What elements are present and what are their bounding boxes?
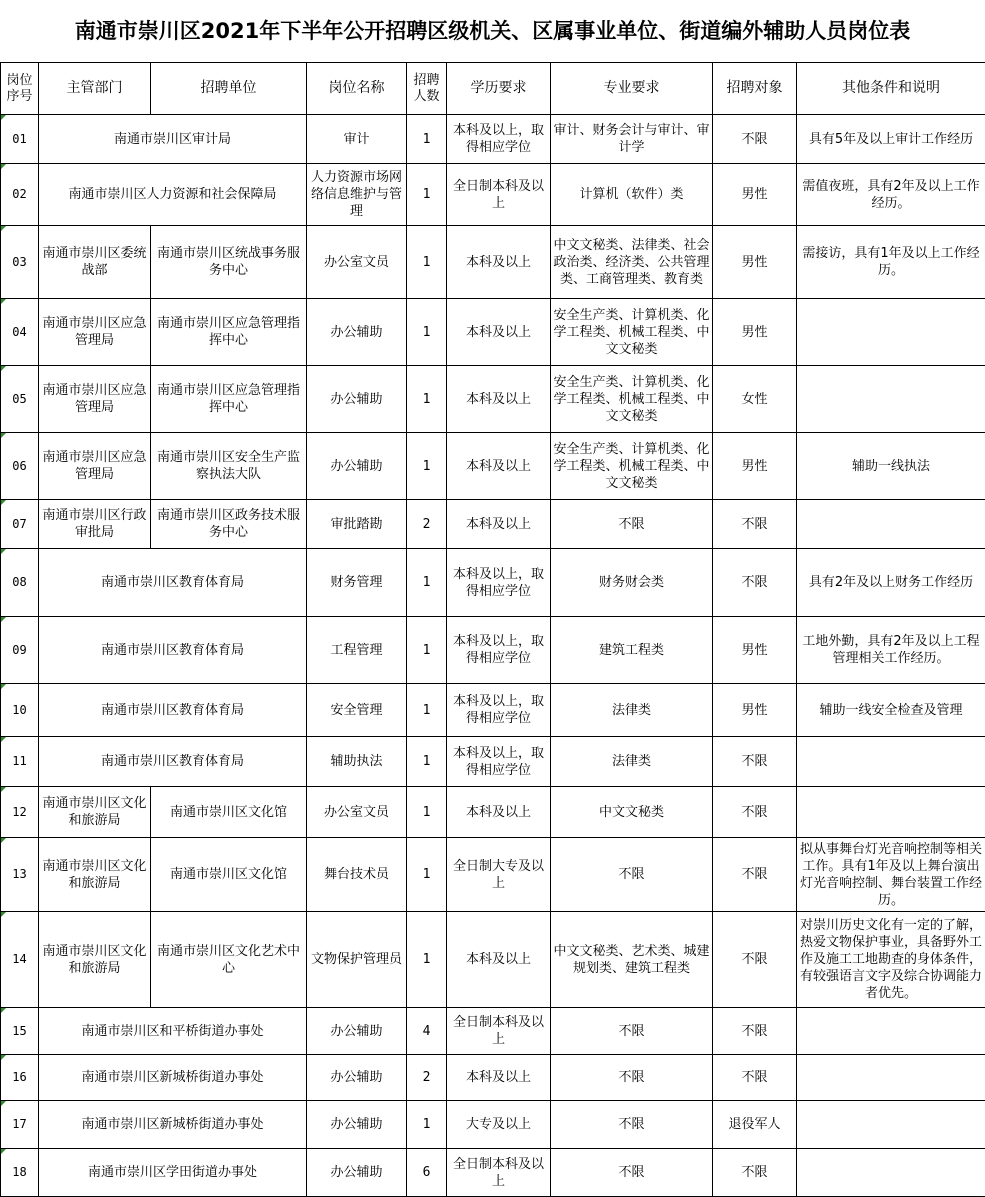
cell-seq: 08 [1,549,39,617]
cell-target: 不限 [713,549,797,617]
cell-education: 本科及以上 [447,1055,551,1101]
table-row [1,617,985,684]
table-body [1,115,985,1197]
cell-seq: 04 [1,299,39,366]
cell-count: 1 [407,1101,447,1149]
cell-notes: 辅助一线安全检查及管理 [797,684,985,737]
table-row [1,549,985,617]
cell-count: 1 [407,787,447,838]
cell-seq: 05 [1,366,39,433]
cell-education: 本科及以上，取得相应学位 [447,617,551,684]
cell-education: 本科及以上 [447,500,551,549]
cell-dept: 南通市崇川区审计局 [39,115,307,164]
cell-major: 安全生产类、计算机类、化学工程类、机械工程类、中文文秘类 [551,299,713,366]
cell-position: 办公辅助 [307,433,407,500]
cell-dept: 南通市崇川区新城桥街道办事处 [39,1055,307,1101]
cell-unit: 南通市崇川区文化艺术中心 [151,912,307,1008]
cell-notes: 具有2年及以上财务工作经历 [797,549,985,617]
header-count: 招聘人数 [407,63,447,115]
cell-dept: 南通市崇川区学田街道办事处 [39,1149,307,1197]
cell-count: 4 [407,1008,447,1055]
cell-major: 不限 [551,1008,713,1055]
header-dept: 主管部门 [39,63,151,115]
cell-education: 本科及以上 [447,433,551,500]
cell-target: 不限 [713,1008,797,1055]
cell-education: 本科及以上，取得相应学位 [447,737,551,787]
cell-notes [797,737,985,787]
cell-unit: 南通市崇川区应急管理指挥中心 [151,366,307,433]
cell-dept: 南通市崇川区教育体育局 [39,737,307,787]
cell-notes [797,299,985,366]
cell-education: 本科及以上，取得相应学位 [447,115,551,164]
cell-major: 不限 [551,1149,713,1197]
table-row [1,366,985,433]
cell-position: 办公辅助 [307,1101,407,1149]
cell-target: 男性 [713,299,797,366]
cell-education: 本科及以上 [447,787,551,838]
cell-dept: 南通市崇川区教育体育局 [39,617,307,684]
cell-notes: 具有5年及以上审计工作经历 [797,115,985,164]
cell-position: 文物保护管理员 [307,912,407,1008]
cell-education: 本科及以上 [447,912,551,1008]
cell-major: 不限 [551,1055,713,1101]
cell-dept: 南通市崇川区文化和旅游局 [39,912,151,1008]
cell-count: 1 [407,617,447,684]
cell-target: 男性 [713,164,797,226]
cell-education: 本科及以上 [447,299,551,366]
cell-unit: 南通市崇川区应急管理指挥中心 [151,299,307,366]
cell-position: 工程管理 [307,617,407,684]
cell-position: 办公辅助 [307,1008,407,1055]
cell-dept: 南通市崇川区应急管理局 [39,366,151,433]
cell-position: 办公辅助 [307,299,407,366]
cell-position: 办公辅助 [307,1055,407,1101]
cell-position: 办公辅助 [307,1149,407,1197]
cell-count: 1 [407,684,447,737]
table-row [1,500,985,549]
cell-major: 安全生产类、计算机类、化学工程类、机械工程类、中文文秘类 [551,433,713,500]
cell-major: 财务财会类 [551,549,713,617]
table-row [1,1101,985,1149]
cell-position: 办公室文员 [307,787,407,838]
cell-count: 1 [407,737,447,787]
cell-major: 不限 [551,500,713,549]
cell-seq: 18 [1,1149,39,1197]
cell-major: 中文文秘类、法律类、社会政治类、经济类、公共管理类、工商管理类、教育类 [551,226,713,299]
cell-position: 舞台技术员 [307,838,407,912]
cell-dept: 南通市崇川区教育体育局 [39,684,307,737]
cell-position: 财务管理 [307,549,407,617]
cell-notes [797,1149,985,1197]
cell-education: 本科及以上，取得相应学位 [447,684,551,737]
cell-education: 全日制本科及以上 [447,1008,551,1055]
cell-seq: 17 [1,1101,39,1149]
cell-notes [797,1055,985,1101]
table-row [1,1055,985,1101]
cell-seq: 03 [1,226,39,299]
cell-education: 本科及以上 [447,226,551,299]
cell-seq: 01 [1,115,39,164]
cell-target: 不限 [713,787,797,838]
cell-dept: 南通市崇川区和平桥街道办事处 [39,1008,307,1055]
cell-education: 全日制大专及以上 [447,838,551,912]
cell-count: 1 [407,433,447,500]
cell-target: 不限 [713,1149,797,1197]
cell-position: 审批踏勘 [307,500,407,549]
cell-count: 1 [407,549,447,617]
cell-major: 计算机（软件）类 [551,164,713,226]
cell-major: 中文文秘类 [551,787,713,838]
cell-unit: 南通市崇川区文化馆 [151,787,307,838]
cell-count: 2 [407,500,447,549]
table-row [1,684,985,737]
cell-notes [797,1101,985,1149]
cell-seq: 15 [1,1008,39,1055]
cell-position: 安全管理 [307,684,407,737]
cell-position: 人力资源市场网络信息维护与管理 [307,164,407,226]
cell-notes: 对崇川历史文化有一定的了解，热爱文物保护事业，具备野外工作及施工工地勘查的身体条件，有较强语言文字及综合协调能力者优先。 [797,912,985,1008]
cell-major: 不限 [551,838,713,912]
cell-unit: 南通市崇川区文化馆 [151,838,307,912]
cell-count: 1 [407,226,447,299]
cell-unit: 南通市崇川区政务技术服务中心 [151,500,307,549]
cell-position: 办公室文员 [307,226,407,299]
cell-seq: 02 [1,164,39,226]
cell-notes [797,1008,985,1055]
header-major: 专业要求 [551,63,713,115]
cell-target: 不限 [713,1055,797,1101]
cell-dept: 南通市崇川区新城桥街道办事处 [39,1101,307,1149]
cell-target: 不限 [713,115,797,164]
table-row [1,1008,985,1055]
cell-seq: 16 [1,1055,39,1101]
cell-count: 1 [407,164,447,226]
cell-target: 不限 [713,737,797,787]
cell-seq: 14 [1,912,39,1008]
cell-target: 不限 [713,912,797,1008]
cell-target: 男性 [713,617,797,684]
table-row [1,838,985,912]
cell-seq: 09 [1,617,39,684]
header-unit: 招聘单位 [151,63,307,115]
cell-notes: 需值夜班，具有2年及以上工作经历。 [797,164,985,226]
cell-dept: 南通市崇川区教育体育局 [39,549,307,617]
cell-notes: 辅助一线执法 [797,433,985,500]
cell-position: 办公辅助 [307,366,407,433]
cell-notes [797,500,985,549]
cell-dept: 南通市崇川区文化和旅游局 [39,838,151,912]
cell-major: 建筑工程类 [551,617,713,684]
table-row [1,299,985,366]
cell-major: 法律类 [551,737,713,787]
cell-count: 1 [407,912,447,1008]
cell-education: 本科及以上 [447,366,551,433]
cell-seq: 13 [1,838,39,912]
cell-count: 1 [407,299,447,366]
table-row [1,115,985,164]
header-row [1,63,985,115]
cell-target: 男性 [713,226,797,299]
cell-count: 1 [407,115,447,164]
cell-position: 审计 [307,115,407,164]
cell-target: 女性 [713,366,797,433]
cell-major: 不限 [551,1101,713,1149]
header-target: 招聘对象 [713,63,797,115]
table-row [1,164,985,226]
table-row [1,737,985,787]
cell-major: 中文文秘类、艺术类、城建规划类、建筑工程类 [551,912,713,1008]
cell-seq: 10 [1,684,39,737]
cell-count: 1 [407,366,447,433]
cell-major: 法律类 [551,684,713,737]
cell-dept: 南通市崇川区委统战部 [39,226,151,299]
cell-notes [797,366,985,433]
header-notes: 其他条件和说明 [797,63,985,115]
table-row [1,912,985,1008]
cell-dept: 南通市崇川区行政审批局 [39,500,151,549]
cell-notes: 拟从事舞台灯光音响控制等相关工作。具有1年及以上舞台演出灯光音响控制、舞台装置工作经历。 [797,838,985,912]
cell-notes [797,787,985,838]
cell-position: 辅助执法 [307,737,407,787]
cell-count: 1 [407,838,447,912]
cell-unit: 南通市崇川区安全生产监察执法大队 [151,433,307,500]
table-row [1,433,985,500]
cell-education: 本科及以上，取得相应学位 [447,549,551,617]
cell-unit: 南通市崇川区统战事务服务中心 [151,226,307,299]
header-education: 学历要求 [447,63,551,115]
cell-major: 安全生产类、计算机类、化学工程类、机械工程类、中文文秘类 [551,366,713,433]
cell-count: 6 [407,1149,447,1197]
cell-education: 全日制本科及以上 [447,1149,551,1197]
cell-target: 男性 [713,433,797,500]
table-row [1,226,985,299]
cell-target: 不限 [713,838,797,912]
cell-target: 不限 [713,500,797,549]
table-row [1,1149,985,1197]
header-position: 岗位名称 [307,63,407,115]
cell-major: 审计、财务会计与审计、审计学 [551,115,713,164]
page-title: 南通市崇川区2021年下半年公开招聘区级机关、区属事业单位、街道编外辅助人员岗位表 [0,0,985,62]
cell-dept: 南通市崇川区人力资源和社会保障局 [39,164,307,226]
cell-target: 男性 [713,684,797,737]
cell-notes: 需接访，具有1年及以上工作经历。 [797,226,985,299]
cell-education: 全日制本科及以上 [447,164,551,226]
cell-seq: 07 [1,500,39,549]
cell-target: 退役军人 [713,1101,797,1149]
cell-seq: 12 [1,787,39,838]
cell-dept: 南通市崇川区应急管理局 [39,299,151,366]
cell-notes: 工地外勤，具有2年及以上工程管理相关工作经历。 [797,617,985,684]
header-seq: 岗位序号 [1,63,39,115]
cell-count: 2 [407,1055,447,1101]
cell-dept: 南通市崇川区文化和旅游局 [39,787,151,838]
table-row [1,787,985,838]
cell-seq: 06 [1,433,39,500]
cell-education: 大专及以上 [447,1101,551,1149]
positions-table [0,62,985,1197]
cell-dept: 南通市崇川区应急管理局 [39,433,151,500]
cell-seq: 11 [1,737,39,787]
